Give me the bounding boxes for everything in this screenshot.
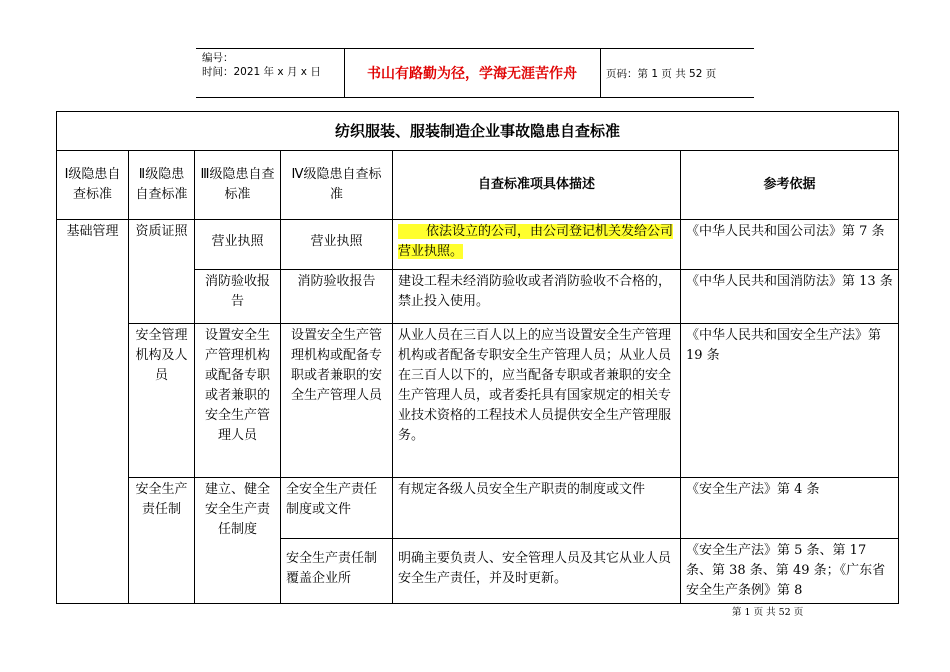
table-row [57, 220, 899, 270]
table-row [57, 478, 899, 539]
basis-cell: 《安全生产法》第 4 条 [681, 478, 899, 539]
column-header: Ⅲ级隐患自查标准 [195, 151, 281, 220]
table-title: 纺织服装、服装制造企业事故隐患自查标准 [57, 112, 899, 151]
basis-cell: 《中华人民共和国安全生产法》第 19 条 [681, 324, 899, 478]
table-header-row [57, 151, 899, 220]
level4-cell: 营业执照 [281, 220, 393, 270]
level3-cell: 建立、健全安全生产责任制度 [195, 478, 281, 604]
column-header: Ⅳ级隐患自查标准 [281, 151, 393, 220]
basis-cell: 《中华人民共和国公司法》第 7 条 [681, 220, 899, 270]
column-header: 参考依据 [681, 151, 899, 220]
column-header: 自查标准项具体描述 [393, 151, 681, 220]
description-cell: 从业人员在三百人以上的应当设置安全生产管理机构或者配备专职安全生产管理人员；从业人员在三百人以下的，应当配备专职或者兼职的安全生产管理人员，或者委托具有国家规定的相关专业技术资格的工程技术人员提供安全生产管理服务。 [393, 324, 681, 478]
level4-cell: 全安全生产责任制度或文件 [281, 478, 393, 539]
description-cell: 建设工程未经消防验收或者消防验收不合格的，禁止投入使用。 [393, 270, 681, 324]
level4-cell: 消防验收报告 [281, 270, 393, 324]
header-motto: 书山有路勤为径，学海无涯苦作舟 [367, 66, 577, 82]
date-label: 时间：2021 年 x 月 x 日 [202, 66, 321, 78]
level3-cell: 营业执照 [195, 220, 281, 270]
description-cell [393, 220, 681, 270]
column-header: Ⅱ级隐患自查标准 [129, 151, 195, 220]
header-meta [202, 51, 321, 79]
level1-cell: 基础管理 [57, 220, 129, 604]
table-row [57, 324, 899, 478]
level2-cell: 安全生产责任制 [129, 478, 195, 604]
level3-cell: 消防验收报告 [195, 270, 281, 324]
level3-cell: 设置安全生产管理机构或配备专职或者兼职的安全生产管理人员 [195, 324, 281, 478]
serial-number-label: 编号： [202, 52, 234, 64]
hazard-checklist-table [56, 111, 899, 604]
page-header [196, 48, 754, 98]
page-code: 页码：第 1 页 共 52 页 [606, 67, 717, 80]
basis-cell: 《中华人民共和国消防法》第 13 条 [681, 270, 899, 324]
column-header: Ⅰ级隐患自查标准 [57, 151, 129, 220]
description-cell: 有规定各级人员安全生产职责的制度或文件 [393, 478, 681, 539]
basis-cell: 《安全生产法》第 5 条、第 17 条、第 38 条、第 49 条；《广东省安全生产条例》第 8 [681, 539, 899, 604]
page-footer: 第 1 页 共 52 页 [732, 607, 804, 618]
level4-cell: 设置安全生产管理机构或配备专职或者兼职的安全生产管理人员 [281, 324, 393, 478]
level2-cell: 安全管理机构及人员 [129, 324, 195, 478]
description-cell: 明确主要负责人、安全管理人员及其它从业人员安全生产责任，并及时更新。 [393, 539, 681, 604]
level4-cell: 安全生产责任制覆盖企业所 [281, 539, 393, 604]
highlighted-description: 依法设立的公司，由公司登记机关发给公司营业执照。 [398, 224, 674, 259]
header-divider [600, 49, 601, 97]
level2-cell: 资质证照 [129, 220, 195, 324]
table-title-row [57, 112, 899, 151]
